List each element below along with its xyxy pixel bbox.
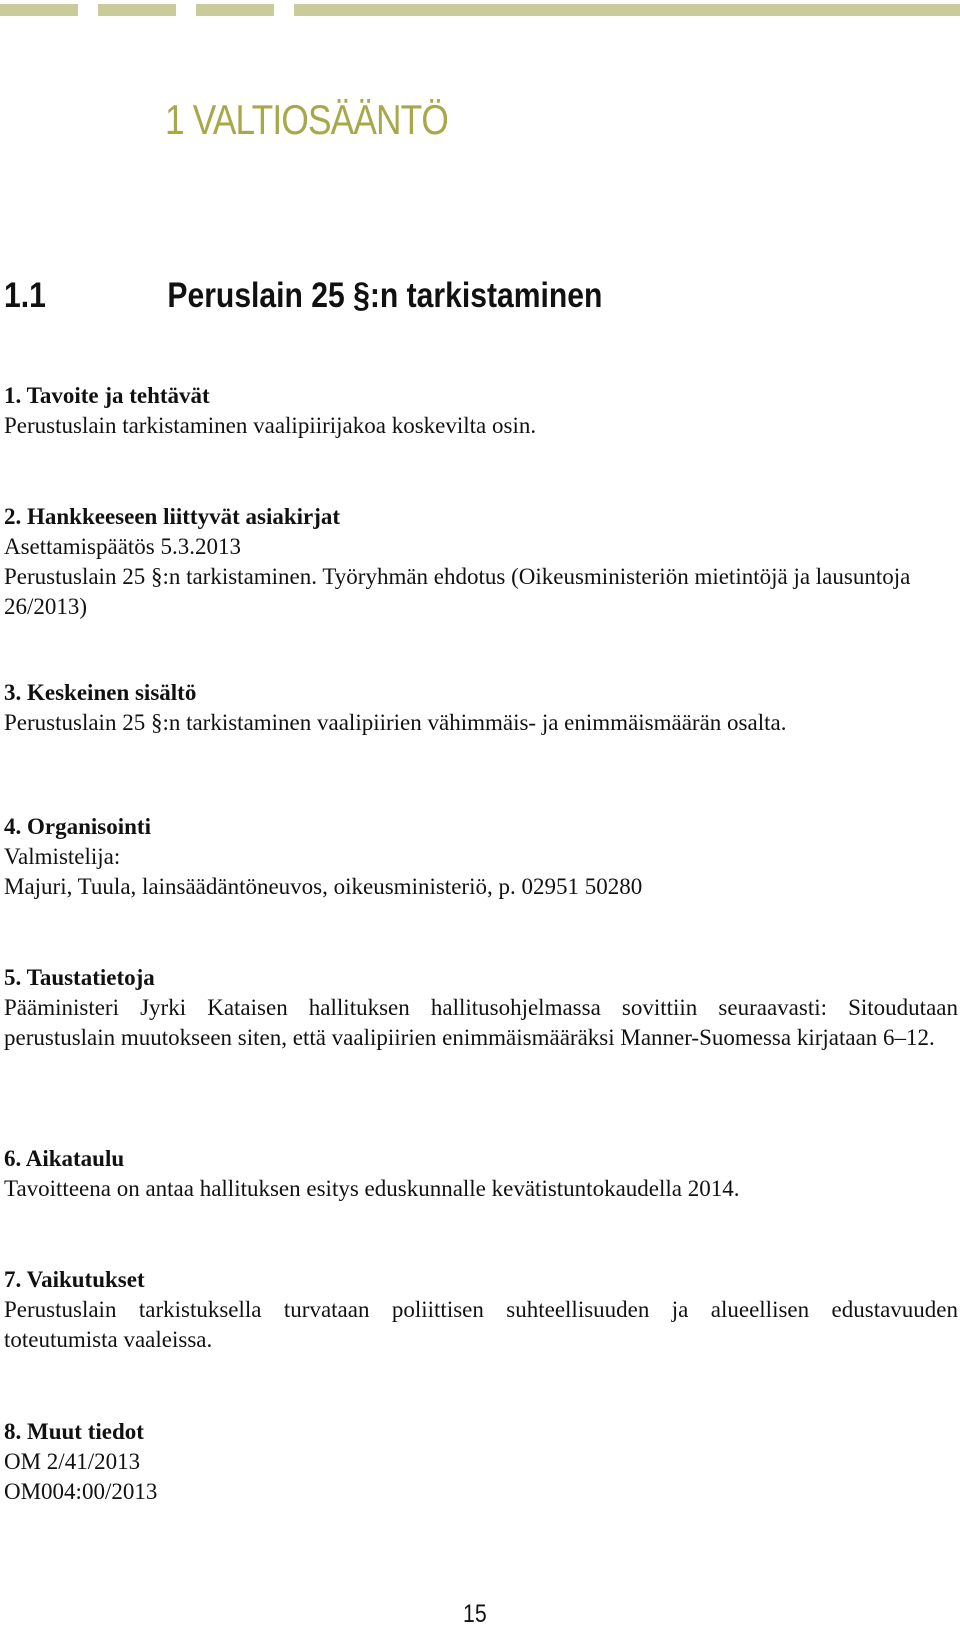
section-organisation bbox=[4, 812, 958, 902]
section-content-heading: 3. Keskeinen sisältö bbox=[4, 680, 197, 705]
section-background-heading: 5. Taustatietoja bbox=[4, 965, 155, 990]
section-goal bbox=[4, 381, 958, 441]
section-background bbox=[4, 963, 958, 1053]
chapter-title: 1 VALTIOSÄÄNTÖ bbox=[165, 96, 448, 143]
section-impacts-text: Perustuslain tarkistuksella turvataan poliittisen suhteellisuuden ja alueellisen edustavuuden toteutumista vaaleissa. bbox=[4, 1297, 958, 1352]
section-heading bbox=[4, 276, 692, 326]
section-organisation-line1: Valmistelija: bbox=[4, 844, 121, 869]
section-impacts bbox=[4, 1265, 958, 1355]
section-impacts-heading: 7. Vaikutukset bbox=[4, 1267, 145, 1292]
header-bar-segment bbox=[0, 4, 78, 16]
section-other-info bbox=[4, 1417, 958, 1507]
page-number: 15 bbox=[463, 1600, 487, 1628]
section-heading-title: Peruslain 25 §:n tarkistaminen bbox=[167, 276, 603, 315]
section-other-info-line1: OM 2/41/2013 bbox=[4, 1449, 141, 1474]
section-organisation-line2: Majuri, Tuula, lainsäädäntöneuvos, oikeusministeriö, p. 02951 50280 bbox=[4, 874, 643, 899]
section-goal-heading: 1. Tavoite ja tehtävät bbox=[4, 383, 210, 408]
section-organisation-heading: 4. Organisointi bbox=[4, 814, 151, 839]
header-bar-segment bbox=[196, 4, 274, 16]
section-goal-text: Perustuslain tarkistaminen vaalipiirijakoa koskevilta osin. bbox=[4, 413, 537, 438]
section-schedule-heading: 6. Aikataulu bbox=[4, 1146, 125, 1171]
section-documents-line2: Perustuslain 25 §:n tarkistaminen. Työryhmän ehdotus (Oikeusministeriön mietintöjä ja lausuntoja 26/2013) bbox=[4, 564, 911, 619]
section-heading-number: 1.1 bbox=[4, 276, 46, 315]
section-background-text: Pääministeri Jyrki Kataisen hallituksen hallitusohjelmassa sovittiin seuraavasti: Sitoudutaan perustuslain muutokseen siten, että vaalipiirien enimmäismääräksi Manner-Suomessa kirjataan 6–12. bbox=[4, 995, 958, 1050]
section-schedule-text: Tavoitteena on antaa hallituksen esitys eduskunnalle kevätistuntokaudella 2014. bbox=[4, 1176, 740, 1201]
section-other-info-heading: 8. Muut tiedot bbox=[4, 1419, 144, 1444]
section-documents-heading: 2. Hankkeeseen liittyvät asiakirjat bbox=[4, 504, 341, 529]
section-schedule bbox=[4, 1144, 958, 1204]
section-content-text: Perustuslain 25 §:n tarkistaminen vaalipiirien vähimmäis- ja enimmäismäärän osalta. bbox=[4, 710, 787, 735]
section-other-info-line2: OM004:00/2013 bbox=[4, 1479, 158, 1504]
section-documents-line1: Asettamispäätös 5.3.2013 bbox=[4, 534, 241, 559]
section-content bbox=[4, 678, 958, 738]
header-bar-segment bbox=[294, 4, 960, 16]
section-documents bbox=[4, 502, 958, 622]
header-bar-segment bbox=[98, 4, 176, 16]
